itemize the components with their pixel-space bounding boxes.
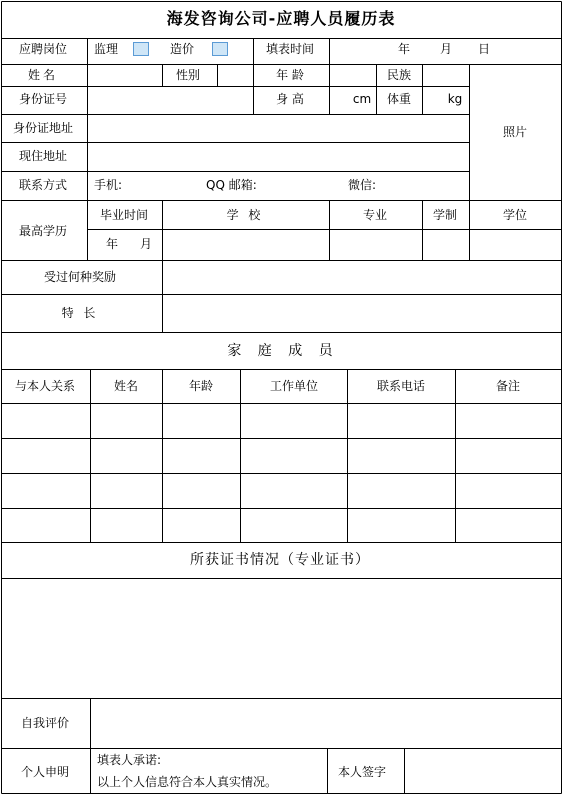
family-row-2[interactable] xyxy=(1,439,561,472)
id-number-field[interactable] xyxy=(88,86,252,113)
ethnicity-field[interactable] xyxy=(423,65,469,85)
family-header-relation: 与本人关系 xyxy=(14,379,76,393)
duration-label: 学制 xyxy=(432,208,458,222)
wechat-label: 微信: xyxy=(348,178,377,192)
family-row-3[interactable] xyxy=(1,474,561,507)
cost-checkbox[interactable] xyxy=(212,42,228,56)
signature-field[interactable] xyxy=(405,750,561,792)
option-cost-label: 造价 xyxy=(170,42,195,56)
self-evaluation-label: 自我评价 xyxy=(20,716,70,730)
school-field[interactable] xyxy=(164,230,327,258)
photo-box[interactable] xyxy=(471,65,561,199)
height-label: 身 高 xyxy=(276,92,304,106)
awards-field[interactable] xyxy=(164,262,561,292)
certificates-field[interactable] xyxy=(1,579,561,697)
qq-email-label: QQ 邮箱: xyxy=(206,178,257,192)
signature-label: 本人签字 xyxy=(337,765,387,779)
age-label: 年 龄 xyxy=(276,68,304,82)
major-field[interactable] xyxy=(330,230,421,258)
duration-field[interactable] xyxy=(424,230,468,258)
position-label: 应聘岗位 xyxy=(18,42,68,56)
specialty-label: 特 长 xyxy=(61,306,99,320)
family-header-age: 年龄 xyxy=(188,379,214,393)
grad-time-label: 毕业时间 xyxy=(99,208,149,222)
weight-label: 体重 xyxy=(386,92,412,106)
photo-label: 照片 xyxy=(502,125,528,139)
name-label: 姓名 xyxy=(27,68,59,82)
promise-line-2: 以上个人信息符合本人真实情况。 xyxy=(97,775,278,789)
current-address-label: 现住地址 xyxy=(18,149,68,163)
name-field[interactable] xyxy=(88,65,161,85)
fill-year-label: 年 xyxy=(397,42,411,56)
grad-year-label: 年 xyxy=(105,237,119,251)
age-field[interactable] xyxy=(330,65,376,85)
contact-label: 联系方式 xyxy=(18,178,68,192)
id-number-label: 身份证号 xyxy=(18,92,68,106)
major-label: 专业 xyxy=(362,208,388,222)
id-address-field[interactable] xyxy=(88,115,468,141)
phone-label: 手机: xyxy=(94,178,123,192)
height-unit: cm xyxy=(352,92,372,106)
fill-day-label: 日 xyxy=(477,42,491,56)
specialty-field[interactable] xyxy=(164,295,561,331)
degree-field[interactable] xyxy=(471,230,561,258)
ethnicity-label: 民族 xyxy=(386,68,412,82)
family-row-4[interactable] xyxy=(1,509,561,541)
degree-label: 学位 xyxy=(502,208,528,222)
family-header-employer: 工作单位 xyxy=(269,379,319,393)
certificates-section-title: 所获证书情况（专业证书） xyxy=(190,552,370,568)
family-row-1[interactable] xyxy=(1,404,561,437)
school-label: 学 校 xyxy=(226,208,264,222)
family-header-phone: 联系电话 xyxy=(376,379,426,393)
form-title: 海发咨询公司-应聘人员履历表 xyxy=(166,9,396,28)
fill-time-label: 填表时间 xyxy=(265,42,315,56)
grad-month-label: 月 xyxy=(139,237,153,251)
gender-label: 性别 xyxy=(175,68,201,82)
weight-unit: kg xyxy=(447,92,463,106)
awards-label: 受过何种奖励 xyxy=(43,270,117,284)
gender-field[interactable] xyxy=(218,65,252,85)
family-header-notes: 备注 xyxy=(495,379,521,393)
self-evaluation-field[interactable] xyxy=(92,700,561,747)
id-address-label: 身份证地址 xyxy=(12,121,74,135)
family-header-name: 姓名 xyxy=(113,379,139,393)
promise-line-1: 填表人承诺: xyxy=(97,753,162,767)
option-supervision-label: 监理 xyxy=(94,42,119,56)
current-address-field[interactable] xyxy=(88,143,468,169)
education-label: 最高学历 xyxy=(18,224,68,238)
supervision-checkbox[interactable] xyxy=(133,42,149,56)
fill-month-label: 月 xyxy=(439,42,453,56)
family-section-title: 家 庭 成 员 xyxy=(227,343,339,359)
statement-label: 个人申明 xyxy=(20,765,70,779)
